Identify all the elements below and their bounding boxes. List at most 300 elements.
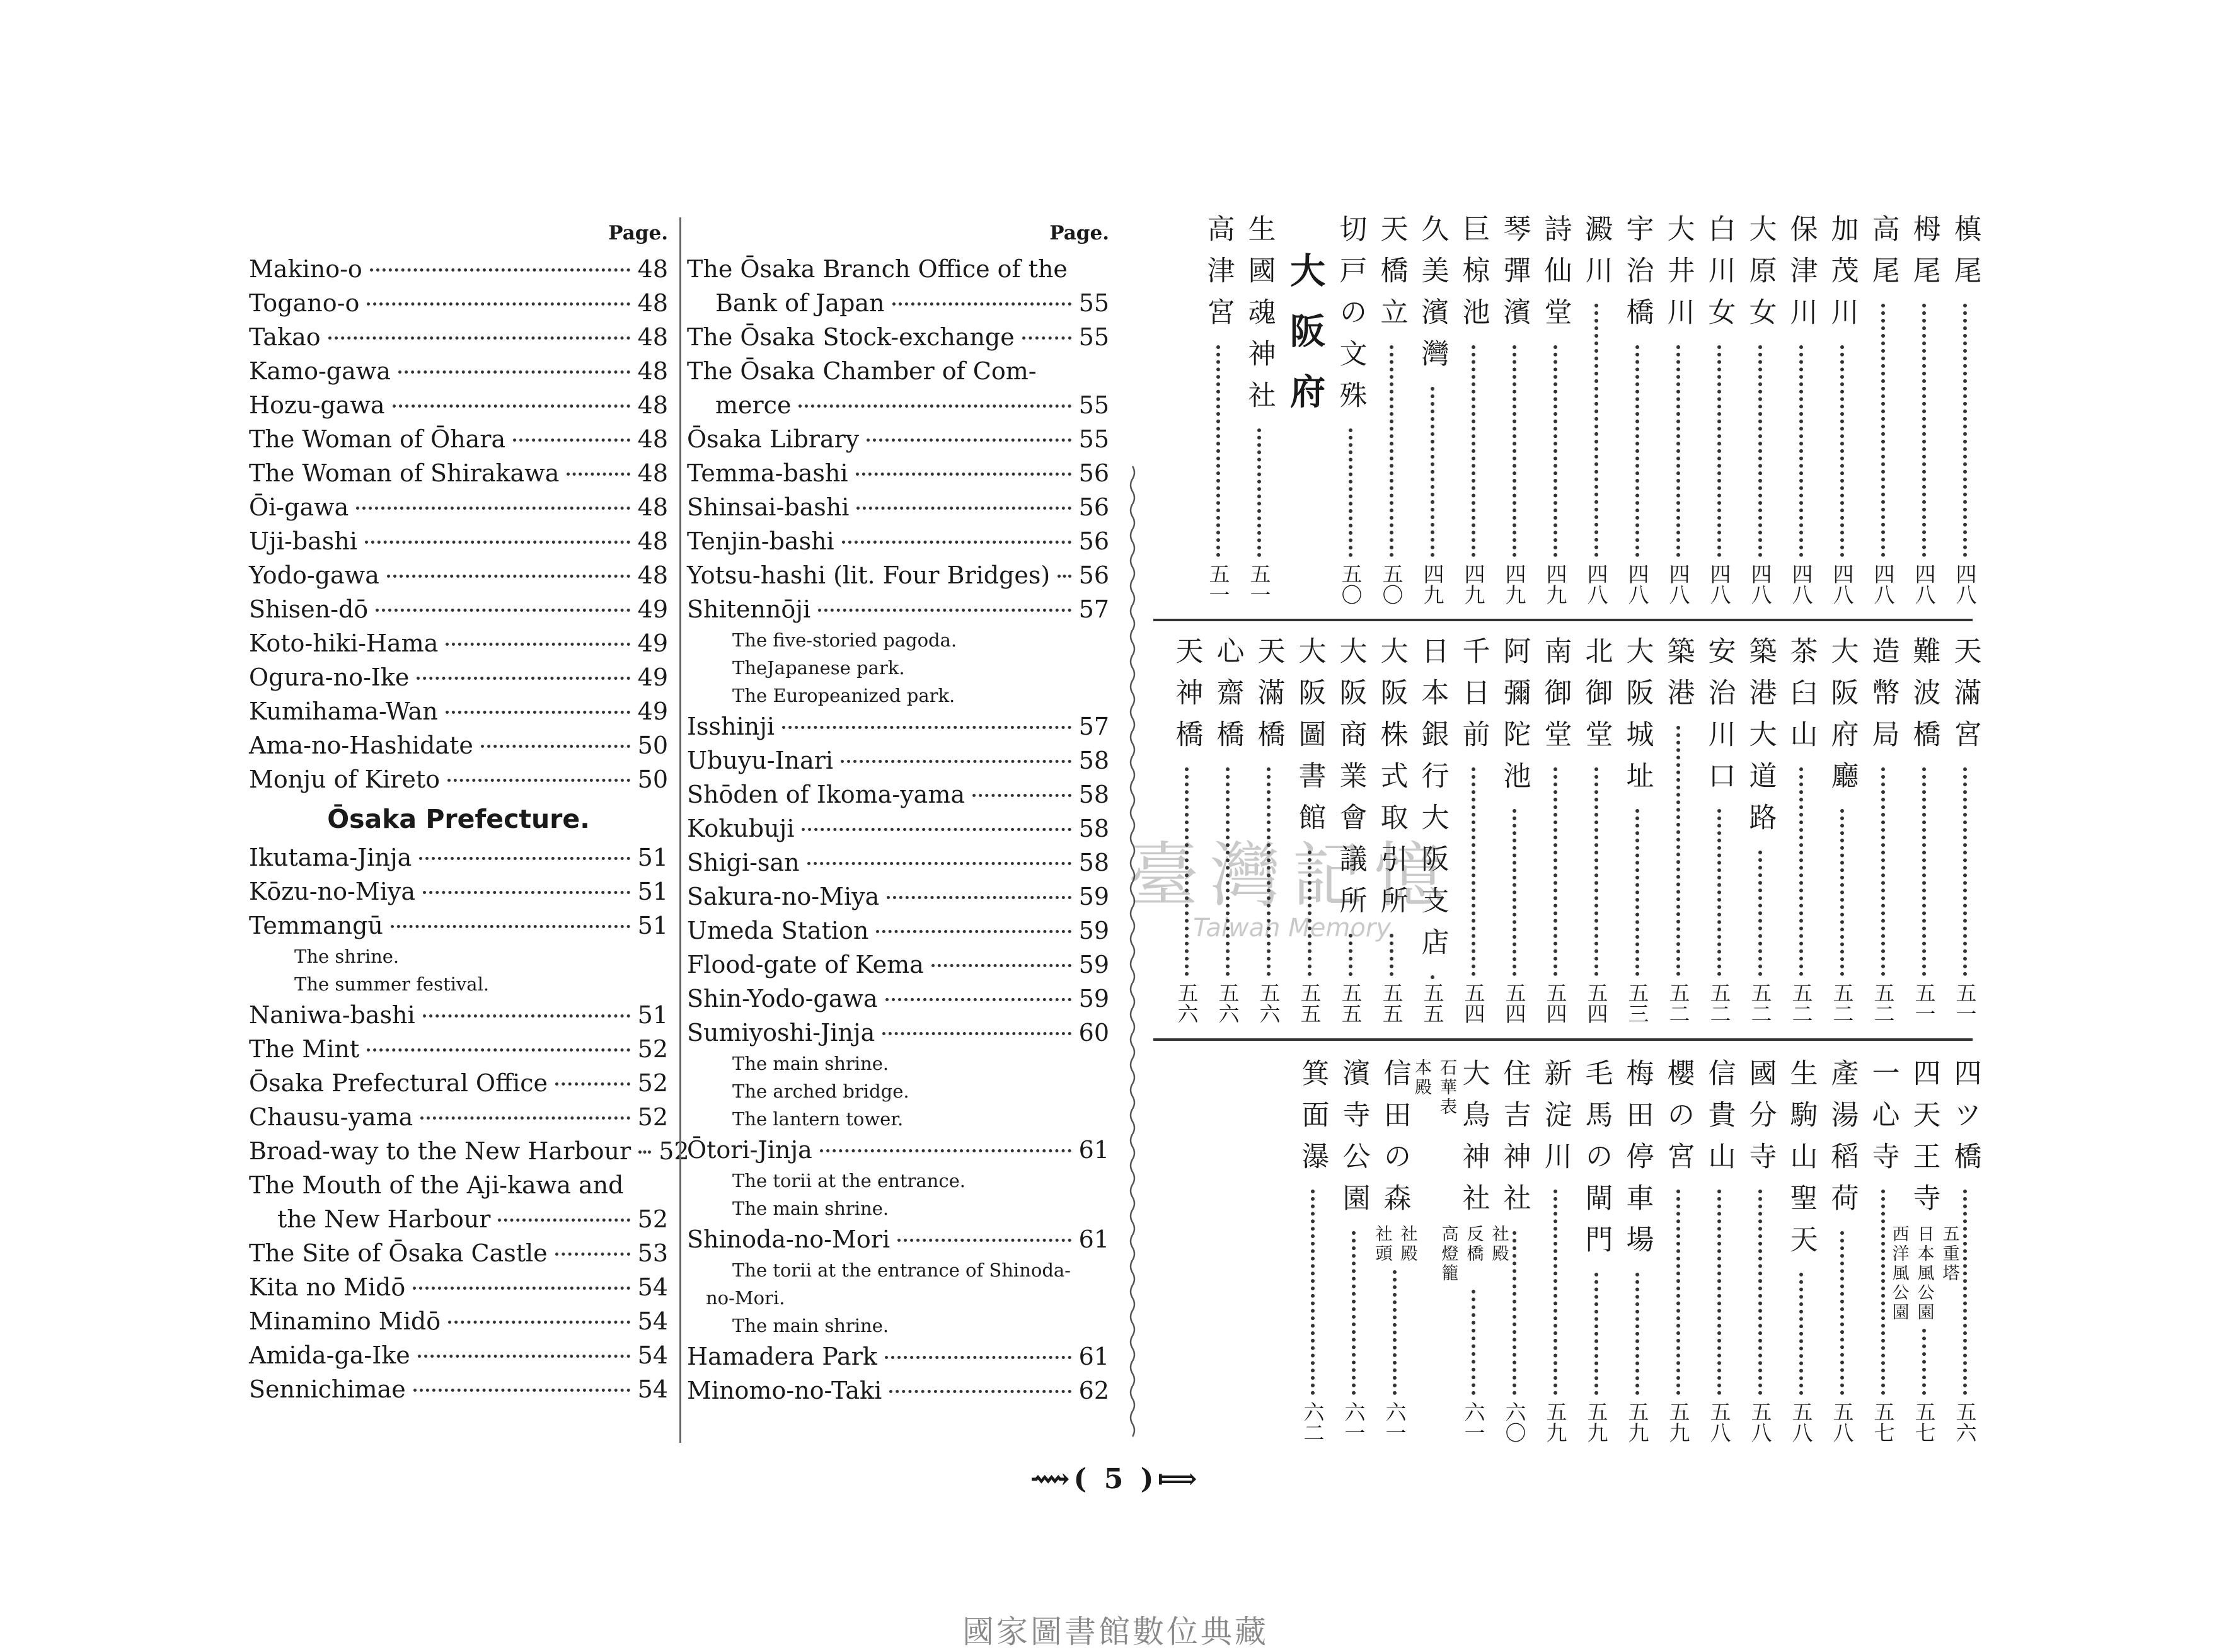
jp-entry-page: 六一 bbox=[1382, 1401, 1407, 1443]
leader-dots bbox=[1513, 809, 1516, 976]
jp-entry-subitem: 社殿 bbox=[1397, 1225, 1417, 1264]
toc-entry-title: Isshinji bbox=[687, 713, 775, 740]
jp-entry-subitems bbox=[1372, 1225, 1417, 1264]
jp-entry-title: 信貴山 bbox=[1703, 1058, 1736, 1183]
leader-dots bbox=[1393, 1270, 1397, 1395]
toc-entry bbox=[249, 1236, 668, 1270]
toc-entry bbox=[249, 1100, 668, 1134]
jp-index-entry bbox=[1371, 214, 1412, 605]
toc-entry-title: Broad-way to the New Harbour bbox=[249, 1137, 631, 1165]
jp-entry-subitem: 石華表 bbox=[1437, 1058, 1456, 1117]
toc-entry-title: Yodo-gawa bbox=[249, 561, 379, 589]
jp-entry-title: 琴彈濱 bbox=[1498, 214, 1531, 339]
jp-index-entry bbox=[1944, 636, 1985, 1024]
leader-dots bbox=[1257, 428, 1261, 557]
leader-dots bbox=[513, 439, 630, 442]
jp-index-entry bbox=[1780, 636, 1821, 1024]
toc-entry-title: The Ōsaka Stock-exchange bbox=[687, 323, 1015, 351]
leader-dots bbox=[1349, 934, 1352, 976]
leader-dots bbox=[413, 1389, 630, 1392]
leader-dots bbox=[1840, 809, 1844, 976]
toc-entry-title: Temma-bashi bbox=[687, 459, 848, 487]
toc-entry bbox=[249, 592, 668, 626]
leader-dots bbox=[1349, 428, 1352, 557]
jp-index-entry bbox=[1862, 214, 1903, 605]
toc-entry bbox=[249, 728, 668, 762]
toc-entry-title: Ubuyu-Inari bbox=[687, 747, 834, 774]
toc-entry-page: 49 bbox=[637, 629, 668, 657]
jp-index-entry bbox=[1780, 1058, 1821, 1443]
toc-entry bbox=[249, 875, 668, 909]
jp-index-entry bbox=[1657, 214, 1698, 605]
page-label: Page. bbox=[608, 222, 668, 244]
toc-entry bbox=[687, 1374, 1109, 1408]
jp-entry-title: 大原女 bbox=[1744, 214, 1777, 339]
leader-dots bbox=[1881, 1190, 1885, 1395]
toc-entry-title: Umeda Station bbox=[687, 917, 869, 944]
leader-dots bbox=[1963, 767, 1967, 976]
toc-entry-page: 56 bbox=[1078, 527, 1109, 555]
toc-subentry: The summer festival. bbox=[294, 973, 490, 995]
leader-dots bbox=[1635, 809, 1639, 976]
leader-dots bbox=[1963, 1190, 1967, 1395]
jp-entry-page: 四八 bbox=[1625, 563, 1650, 605]
toc-entry-page: 59 bbox=[1078, 951, 1109, 978]
toc-entry-page: 51 bbox=[637, 844, 668, 871]
leader-dots bbox=[1554, 345, 1557, 557]
jp-entry-page: 五〇 bbox=[1338, 563, 1363, 605]
toc-entry-title: The Mint bbox=[249, 1035, 360, 1063]
toc-entry bbox=[687, 1133, 1109, 1167]
jp-entry-title: 四天王寺 bbox=[1908, 1058, 1940, 1225]
jp-entry-title: 槙尾 bbox=[1949, 214, 1981, 297]
toc-entry bbox=[249, 1338, 668, 1372]
jp-entry-title: 信田の森 bbox=[1378, 1058, 1411, 1225]
jp-entry-page: 五四 bbox=[1543, 982, 1568, 1024]
jp-entry-page: 五五 bbox=[1338, 982, 1363, 1024]
toc-entry-title: The Ōsaka Chamber of Com- bbox=[687, 357, 1037, 385]
jp-entry-title: 產湯稻荷 bbox=[1826, 1058, 1859, 1225]
toc-entry-title: Shinsai-bashi bbox=[687, 493, 850, 521]
jp-entry-page: 四八 bbox=[1952, 563, 1978, 605]
jp-entry-title: 大阪圖書館 bbox=[1293, 636, 1326, 844]
jp-entry-title: 切戸の文殊 bbox=[1334, 214, 1367, 422]
jp-entry-page: 五四 bbox=[1584, 982, 1609, 1024]
leader-dots bbox=[1881, 767, 1885, 976]
toc-subentry: no-Mori. bbox=[706, 1287, 785, 1309]
leader-dots bbox=[370, 268, 630, 272]
toc-entry-page: 52 bbox=[637, 1069, 668, 1097]
leader-dots bbox=[1431, 387, 1434, 557]
toc-entry-title: Shisen-dō bbox=[249, 595, 369, 623]
toc-entry bbox=[687, 1339, 1109, 1374]
jp-index-row-1 bbox=[1147, 214, 1985, 605]
jp-index-entry bbox=[1657, 636, 1698, 1024]
toc-entry bbox=[249, 1270, 668, 1304]
toc-entry-title: Bank of Japan bbox=[715, 289, 885, 317]
toc-entry-title: Koto-hiki-Hama bbox=[249, 629, 439, 657]
toc-entry-page: 54 bbox=[637, 1273, 668, 1301]
leader-dots bbox=[420, 1116, 630, 1120]
jp-index-entry bbox=[1166, 636, 1207, 1024]
toc-entry bbox=[687, 490, 1109, 524]
toc-entry-title: The Woman of Shirakawa bbox=[249, 459, 560, 487]
jp-entry-title: 宇治橋 bbox=[1621, 214, 1654, 339]
toc-entry-page: 54 bbox=[637, 1375, 668, 1403]
leader-dots bbox=[1311, 1190, 1315, 1395]
leader-dots bbox=[1022, 336, 1071, 340]
jp-entry-title: 大阪株式取引所 bbox=[1375, 636, 1408, 927]
toc-entry bbox=[687, 948, 1109, 982]
toc-subentry: The main shrine. bbox=[732, 1198, 889, 1219]
jp-entry-subitem: 高燈籠 bbox=[1438, 1225, 1458, 1283]
leader-dots bbox=[367, 1048, 630, 1052]
toc-entry-title: Shin-Yodo-gawa bbox=[687, 985, 878, 1012]
toc-entry-page: 48 bbox=[637, 357, 668, 385]
jp-section-header bbox=[1279, 214, 1330, 605]
leader-dots bbox=[1308, 851, 1312, 976]
jp-entry-title: 天橋立 bbox=[1375, 214, 1408, 339]
jp-entry-page: 六一 bbox=[1461, 1401, 1486, 1443]
leader-dots bbox=[638, 1150, 651, 1154]
jp-index-row-2 bbox=[1147, 636, 1985, 1024]
jp-entry-title: 四ツ橋 bbox=[1949, 1058, 1981, 1183]
jp-entry-page: 四九 bbox=[1461, 563, 1486, 605]
toc-entry bbox=[687, 524, 1109, 558]
toc-entry bbox=[687, 558, 1109, 592]
leader-dots bbox=[555, 1082, 630, 1086]
leader-dots bbox=[1594, 304, 1598, 557]
jp-entry-title: 安治川口 bbox=[1703, 636, 1736, 803]
leader-dots bbox=[1799, 1273, 1803, 1395]
toc-entry-title: The Ōsaka Branch Office of the bbox=[687, 255, 1068, 283]
leader-dots bbox=[423, 891, 630, 894]
toc-entry-title: Sumiyoshi-Jinja bbox=[687, 1019, 875, 1047]
toc-entry bbox=[687, 354, 1109, 388]
jp-entry-title: 白川女 bbox=[1703, 214, 1736, 339]
toc-entry-page: 51 bbox=[637, 1001, 668, 1029]
jp-index-entry bbox=[1535, 214, 1576, 605]
toc-subentry: The torii at the entrance. bbox=[732, 1170, 966, 1191]
leader-dots bbox=[1676, 1190, 1680, 1395]
leader-dots bbox=[1472, 767, 1475, 976]
leader-dots bbox=[1758, 345, 1762, 557]
leader-dots bbox=[876, 930, 1071, 933]
jp-entry-title: 茶臼山 bbox=[1785, 636, 1818, 761]
leader-dots bbox=[856, 507, 1071, 510]
jp-entry-subitem: 西洋風公園 bbox=[1889, 1225, 1909, 1322]
toc-entry bbox=[249, 1032, 668, 1066]
toc-entry-title: Tenjin-bashi bbox=[687, 527, 834, 555]
leader-dots bbox=[1635, 1273, 1639, 1395]
toc-entry-page: 48 bbox=[637, 391, 668, 419]
leader-dots bbox=[1758, 851, 1762, 976]
toc-entry bbox=[687, 388, 1109, 422]
leader-dots bbox=[1513, 1231, 1516, 1395]
toc-entry-page: 59 bbox=[1078, 917, 1109, 944]
jp-entry-page: 五一 bbox=[1206, 563, 1231, 605]
leader-dots bbox=[423, 1014, 630, 1018]
jp-entry-page: 五八 bbox=[1830, 1401, 1855, 1443]
leader-dots bbox=[1352, 1231, 1356, 1395]
toc-entry-title: Uji-bashi bbox=[249, 527, 357, 555]
jp-entry-title: 大阪商業會議所 bbox=[1334, 636, 1367, 927]
toc-entry bbox=[249, 1134, 689, 1168]
toc-entry bbox=[687, 743, 1109, 777]
jp-index-entry bbox=[1330, 214, 1371, 605]
toc-entry-page: 55 bbox=[1078, 289, 1109, 317]
jp-entry-title: 千日前 bbox=[1457, 636, 1490, 761]
jp-entry-title: 濱寺公園 bbox=[1337, 1058, 1370, 1225]
jp-index-entry bbox=[1862, 636, 1903, 1024]
leader-dots bbox=[1226, 767, 1230, 976]
toc-entry-title: merce bbox=[715, 391, 792, 419]
toc-entry-title: Naniwa-bashi bbox=[249, 1001, 415, 1029]
jp-entry-page: 四八 bbox=[1789, 563, 1814, 605]
leader-dots bbox=[856, 473, 1071, 476]
leader-dots bbox=[1676, 345, 1680, 557]
toc-middle-column bbox=[687, 214, 1109, 1408]
toc-entry-page: 48 bbox=[637, 425, 668, 453]
jp-entry-title: 巨椋池 bbox=[1457, 214, 1490, 339]
leader-dots bbox=[1758, 1190, 1762, 1395]
jp-index-entry bbox=[1617, 636, 1657, 1024]
jp-entry-title: 住吉神社 bbox=[1498, 1058, 1531, 1225]
jp-entry-page: 五二 bbox=[1666, 982, 1691, 1024]
toc-entry bbox=[687, 982, 1109, 1016]
toc-entry-page: 52 bbox=[637, 1205, 668, 1233]
jp-entry-title: 保津川 bbox=[1785, 214, 1818, 339]
jp-index-entry bbox=[1371, 636, 1412, 1024]
jp-entry-title: 大阪城址 bbox=[1621, 636, 1654, 803]
jp-entry-subitem: 日本風公園 bbox=[1914, 1225, 1934, 1322]
jp-entry-title: 一心寺 bbox=[1867, 1058, 1900, 1183]
leader-dots bbox=[897, 1239, 1071, 1242]
toc-entry-title: Kamo-gawa bbox=[249, 357, 391, 385]
jp-entry-title: 難波橋 bbox=[1908, 636, 1940, 761]
leader-dots bbox=[1840, 1231, 1844, 1395]
toc-entry bbox=[249, 840, 668, 875]
toc-entry-title: Sakura-no-Miya bbox=[687, 883, 880, 910]
toc-entry-title: Kokubuji bbox=[687, 815, 795, 842]
jp-index-entry bbox=[1903, 636, 1944, 1024]
leader-dots bbox=[1594, 1273, 1598, 1395]
jp-entry-page: 五三 bbox=[1625, 982, 1650, 1024]
leader-dots bbox=[798, 404, 1071, 408]
jp-entry-title: 栂尾 bbox=[1908, 214, 1940, 297]
toc-entry-title: Flood-gate of Kema bbox=[687, 951, 924, 978]
toc-entry-page: 50 bbox=[637, 766, 668, 793]
toc-entry bbox=[249, 388, 668, 422]
toc-entry bbox=[249, 558, 668, 592]
jp-index-entry bbox=[1698, 1058, 1739, 1443]
leader-dots bbox=[1635, 345, 1639, 557]
toc-entry-page: 61 bbox=[1078, 1136, 1109, 1164]
jp-entry-subitem: 社頭 bbox=[1372, 1225, 1392, 1264]
jp-entry-page: 五五 bbox=[1420, 982, 1445, 1024]
toc-entry-title: The Mouth of the Aji-kawa and bbox=[249, 1171, 624, 1199]
watermark-zh: 臺灣記憶 bbox=[1128, 835, 1456, 917]
jp-entry-page: 五二 bbox=[1789, 982, 1814, 1024]
leader-dots bbox=[1799, 345, 1803, 557]
ornament-right: )⟾ bbox=[1140, 1463, 1201, 1495]
leader-dots bbox=[885, 1356, 1071, 1359]
leader-dots bbox=[972, 794, 1071, 797]
jp-index-entry bbox=[1698, 636, 1739, 1024]
leader-dots bbox=[885, 998, 1071, 1001]
toc-entry-title: Takao bbox=[249, 323, 321, 351]
toc-entry bbox=[249, 626, 668, 660]
leader-dots bbox=[448, 1321, 630, 1324]
toc-entry-page: 61 bbox=[1078, 1343, 1109, 1370]
toc-subentry: The Europeanized park. bbox=[732, 685, 955, 706]
leader-dots bbox=[1717, 809, 1721, 976]
toc-entry bbox=[687, 777, 1109, 812]
toc-entry-page: 56 bbox=[1078, 493, 1109, 521]
toc-entry-page: 51 bbox=[637, 912, 668, 939]
toc-entry bbox=[249, 422, 668, 456]
toc-subentry: The five-storied pagoda. bbox=[732, 629, 957, 651]
jp-index-entry bbox=[1535, 1058, 1576, 1443]
leader-dots bbox=[1717, 345, 1721, 557]
jp-index-entry bbox=[1535, 636, 1576, 1024]
toc-entry bbox=[687, 592, 1109, 626]
leader-dots bbox=[841, 760, 1071, 763]
jp-entry-page: 四八 bbox=[1584, 563, 1609, 605]
jp-entry-title: 久美濱灣 bbox=[1416, 214, 1449, 381]
leader-dots bbox=[1472, 345, 1475, 557]
jp-entry-page: 四九 bbox=[1502, 563, 1527, 605]
jp-index-entry bbox=[1862, 1058, 1903, 1443]
toc-entry-page: 53 bbox=[637, 1239, 668, 1267]
toc-left-column bbox=[249, 214, 689, 1406]
jp-entry-page: 五四 bbox=[1502, 982, 1527, 1024]
toc-subentry: The main shrine. bbox=[732, 1053, 889, 1074]
toc-entry bbox=[687, 456, 1109, 490]
jp-entry-title: 阿彌陀池 bbox=[1498, 636, 1531, 803]
jp-entry-page: 五〇 bbox=[1379, 563, 1404, 605]
jp-entry-subitem: 反橋 bbox=[1463, 1225, 1484, 1264]
leader-dots bbox=[1513, 345, 1516, 557]
leader-dots bbox=[1431, 975, 1434, 976]
jp-index-entry bbox=[1576, 636, 1617, 1024]
jp-entry-page: 五二 bbox=[1871, 982, 1896, 1024]
jp-entry-title: 櫻の宮 bbox=[1662, 1058, 1695, 1183]
toc-entry bbox=[687, 914, 1109, 948]
toc-entry-page: 61 bbox=[1078, 1225, 1109, 1253]
jp-index-entry bbox=[1780, 214, 1821, 605]
toc-entry-page: 60 bbox=[1078, 1019, 1109, 1047]
toc-entry-page: 55 bbox=[1078, 323, 1109, 351]
jp-entry-page: 四八 bbox=[1748, 563, 1773, 605]
toc-subentry: The lantern tower. bbox=[732, 1108, 904, 1130]
leader-dots bbox=[419, 857, 630, 860]
toc-entry bbox=[249, 1304, 668, 1338]
jp-entry-page: 五六 bbox=[1256, 982, 1281, 1024]
toc-entry-title: Amida-ga-Ike bbox=[249, 1341, 410, 1369]
jp-index-entry bbox=[1330, 636, 1371, 1024]
leader-dots bbox=[1554, 767, 1557, 976]
toc-entry-title: Shitennōji bbox=[687, 595, 811, 623]
section-heading: Ōsaka Prefecture. bbox=[327, 804, 590, 834]
toc-entry-title: Chausu-yama bbox=[249, 1103, 413, 1131]
toc-entry bbox=[249, 456, 668, 490]
toc-entry-page: 48 bbox=[637, 561, 668, 589]
jp-entry-page: 五八 bbox=[1707, 1401, 1732, 1443]
toc-entry-page: 54 bbox=[637, 1341, 668, 1369]
jp-entry-subitem: 本殿 bbox=[1412, 1058, 1431, 1098]
jp-entry-title: 大鳥神社 bbox=[1457, 1058, 1490, 1225]
leader-dots bbox=[1922, 767, 1926, 976]
jp-entry-page: 五九 bbox=[1625, 1401, 1650, 1443]
jp-entry-page: 四八 bbox=[1830, 563, 1855, 605]
leader-dots bbox=[1922, 1329, 1926, 1395]
toc-entry-title: Ogura-no-Ike bbox=[249, 663, 410, 691]
jp-index-entry bbox=[1821, 636, 1862, 1024]
leader-dots bbox=[1799, 767, 1803, 976]
footer-credit: 國家圖書館數位典藏 bbox=[962, 1614, 1269, 1650]
toc-entry-page: 57 bbox=[1078, 713, 1109, 740]
jp-index-entry bbox=[1412, 636, 1453, 1024]
toc-entry bbox=[249, 490, 668, 524]
toc-entry-page: 49 bbox=[637, 595, 668, 623]
toc-entry-page: 48 bbox=[637, 323, 668, 351]
toc-entry bbox=[249, 1168, 668, 1202]
toc-entry-title: Ama-no-Hashidate bbox=[249, 731, 473, 759]
toc-entry-title: Kōzu-no-Miya bbox=[249, 878, 415, 905]
watermark-en: Taiwan Memory bbox=[1193, 914, 1391, 943]
jp-entry-page: 五九 bbox=[1543, 1401, 1568, 1443]
jp-index-entry bbox=[1739, 214, 1780, 605]
leader-dots bbox=[1963, 304, 1967, 557]
jp-index-entry bbox=[1821, 214, 1862, 605]
toc-entry bbox=[249, 1202, 668, 1236]
leader-dots bbox=[818, 609, 1071, 612]
jp-entry-page: 四八 bbox=[1707, 563, 1732, 605]
jp-index-entry bbox=[1889, 1058, 1959, 1443]
leader-dots bbox=[1717, 1190, 1721, 1395]
leader-dots bbox=[328, 336, 630, 340]
leader-dots bbox=[356, 507, 630, 510]
jp-index-entry bbox=[1248, 636, 1289, 1024]
toc-entry bbox=[687, 422, 1109, 456]
toc-entry-page: 52 bbox=[637, 1035, 668, 1063]
jp-entry-page: 六一 bbox=[1341, 1401, 1366, 1443]
jp-entry-title: 毛馬の閘門 bbox=[1580, 1058, 1613, 1266]
toc-entry bbox=[249, 762, 668, 796]
jp-entry-page: 五八 bbox=[1748, 1401, 1773, 1443]
toc-subentry: The torii at the entrance of Shinoda- bbox=[732, 1259, 1071, 1281]
leader-dots bbox=[555, 1253, 630, 1256]
jp-entry-title: 梅田停車場 bbox=[1621, 1058, 1654, 1266]
toc-subentry: The shrine. bbox=[294, 946, 400, 967]
leader-dots bbox=[447, 779, 630, 782]
toc-entry-title: Togano-o bbox=[249, 289, 360, 317]
jp-entry-title: 澱川 bbox=[1580, 214, 1613, 297]
jp-index-entry bbox=[1576, 214, 1617, 605]
jp-entry-page: 四九 bbox=[1543, 563, 1568, 605]
jp-entry-page: 五七 bbox=[1911, 1401, 1937, 1443]
leader-dots bbox=[446, 643, 630, 646]
toc-entry-page: 57 bbox=[1078, 595, 1109, 623]
jp-entry-title: 生駒山聖天 bbox=[1785, 1058, 1818, 1266]
leader-dots bbox=[387, 575, 630, 578]
toc-entry bbox=[687, 252, 1109, 286]
jp-entry-page: 五一 bbox=[1247, 563, 1272, 605]
toc-entry-page: 54 bbox=[637, 1307, 668, 1335]
toc-entry-title: Kumihama-Wan bbox=[249, 697, 438, 725]
jp-index-entry bbox=[1903, 214, 1944, 605]
